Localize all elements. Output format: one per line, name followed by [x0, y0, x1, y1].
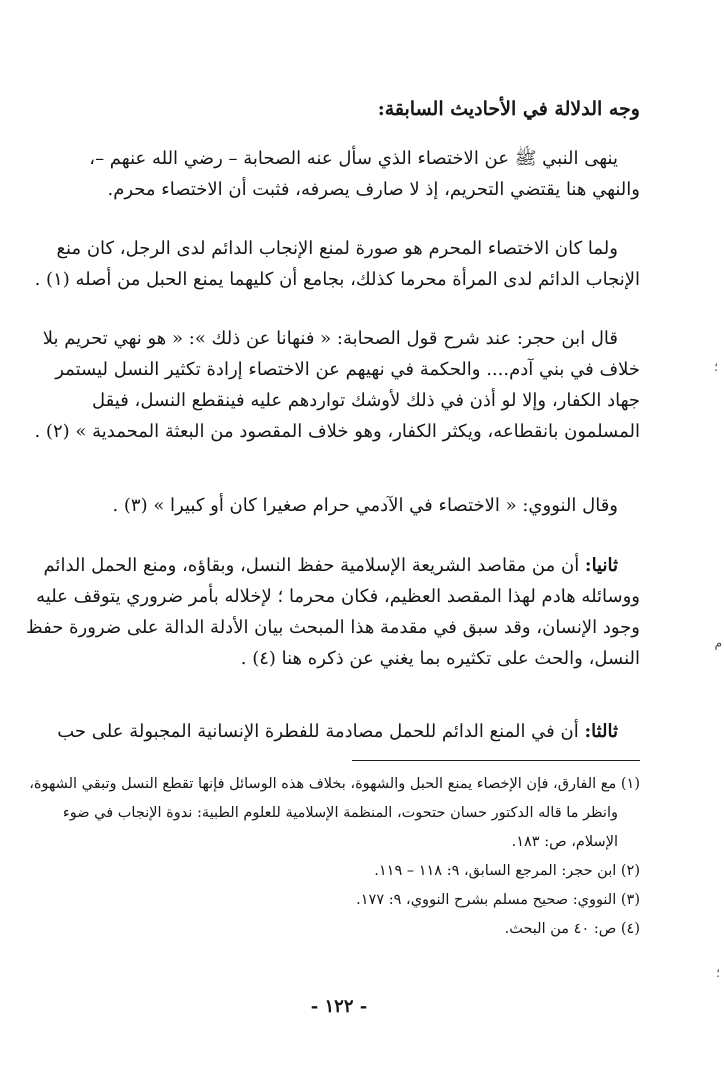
footnote-line: وانظر ما قاله الدكتور حسان حتحوت، المنظمة الإسلامية للعلوم الطبية: ندوة الإنجاب في ضوء: [62, 805, 618, 821]
paragraph-5: [26, 550, 640, 674]
paragraph-line: وقال النووي: « الاختصاء في الآدمي حرام صغيرا كان أو كبيرا » (٣) .: [112, 495, 618, 516]
footnote-3: [38, 886, 640, 915]
paragraph-6: [38, 716, 640, 747]
margin-mark: ؛: [716, 966, 720, 980]
paragraph-lead: ثالثا:: [584, 721, 618, 742]
paragraph-line: قال ابن حجر: عند شرح قول الصحابة: « فنهانا عن ذلك »: « هو نهي تحريم بلا: [42, 328, 618, 349]
paragraph-line: والنهي هنا يقتضي التحريم، إذ لا صارف يصرفه، فثبت أن الاختصاء محرم.: [107, 179, 640, 200]
footnote-4: [38, 915, 640, 944]
footnote-2: [38, 857, 640, 886]
margin-mark: م: [714, 636, 722, 650]
paragraph-line-text: أن في المنع الدائم للحمل مصادمة للفطرة الإنسانية المجبولة على حب: [57, 721, 585, 742]
footnotes: [29, 770, 640, 944]
paragraph-line-text: أن من مقاصد الشريعة الإسلامية حفظ النسل، وبقاؤه، ومنع الحمل الدائم: [43, 555, 585, 576]
page-number: - ١٢٢ -: [310, 996, 368, 1017]
paragraph-line: المسلمون بانقطاعه، ويكثر الكفار، وهو خلاف المقصود من البعثة المحمدية » (٢) .: [34, 421, 640, 442]
paragraph-3: [34, 323, 640, 447]
paragraph-line: ولما كان الاختصاء المحرم هو صورة لمنع الإنجاب الدائم لدى الرجل، كان منع: [56, 238, 618, 259]
paragraph-line: خلاف في بني آدم.... والحكمة في نهيهم عن الاختصاء إرادة تكثير النسل ليستمر: [55, 359, 640, 380]
document-page: [26, 86, 640, 1076]
paragraph-line: ووسائله هادم لهذا المقصد العظيم، فكان محرما ؛ لإخلاله بأمر ضروري يتوقف عليه: [36, 586, 640, 607]
margin-mark: ؛: [714, 360, 718, 374]
paragraph-4: [38, 490, 640, 521]
paragraph-1: [38, 143, 640, 205]
footnote-line: (٤) ص: ٤٠ من البحث.: [504, 921, 640, 937]
footnote-line: (٢) ابن حجر: المرجع السابق، ٩: ١١٨ – ١١٩.: [374, 863, 640, 879]
footnote-line: (١) مع الفارق، فإن الإخصاء يمنع الحبل والشهوة، بخلاف هذه الوسائل فإنها تقطع النسل وتبقي الشهوة،: [29, 776, 640, 792]
paragraph-line: وجود الإنسان، وقد سبق في مقدمة هذا المبحث بيان الأدلة الدالة على ضرورة حفظ: [26, 617, 640, 638]
paragraph-lead: ثانيا:: [584, 555, 618, 576]
footnote-separator: [352, 760, 640, 761]
paragraph-line: جهاد الكفار، وإلا لو أذن في ذلك لأوشك تواردهم عليه فينقطع النسل، فيقل: [92, 390, 640, 411]
paragraph-line: ينهى النبي ﷺ عن الاختصاء الذي سأل عنه الصحابة – رضي الله عنهم –،: [89, 148, 618, 169]
paragraph-2: [34, 233, 640, 295]
section-heading: وجه الدلالة في الأحاديث السابقة:: [377, 98, 640, 120]
paragraph-line: النسل، والحث على تكثيره بما يغني عن ذكره هنا (٤) .: [240, 648, 640, 669]
paragraph-line: [38, 716, 640, 747]
footnote-1: [29, 770, 640, 857]
footnote-line: (٣) النووي: صحيح مسلم بشرح النووي، ٩: ١٧٧.: [356, 892, 640, 908]
footnote-line: الإسلام، ص: ١٨٣.: [511, 834, 618, 850]
paragraph-line: الإنجاب الدائم لدى المرأة محرما كذلك، بجامع أن كليهما يمنع الحبل من أصله (١) .: [34, 269, 640, 290]
paragraph-line: [38, 550, 640, 581]
